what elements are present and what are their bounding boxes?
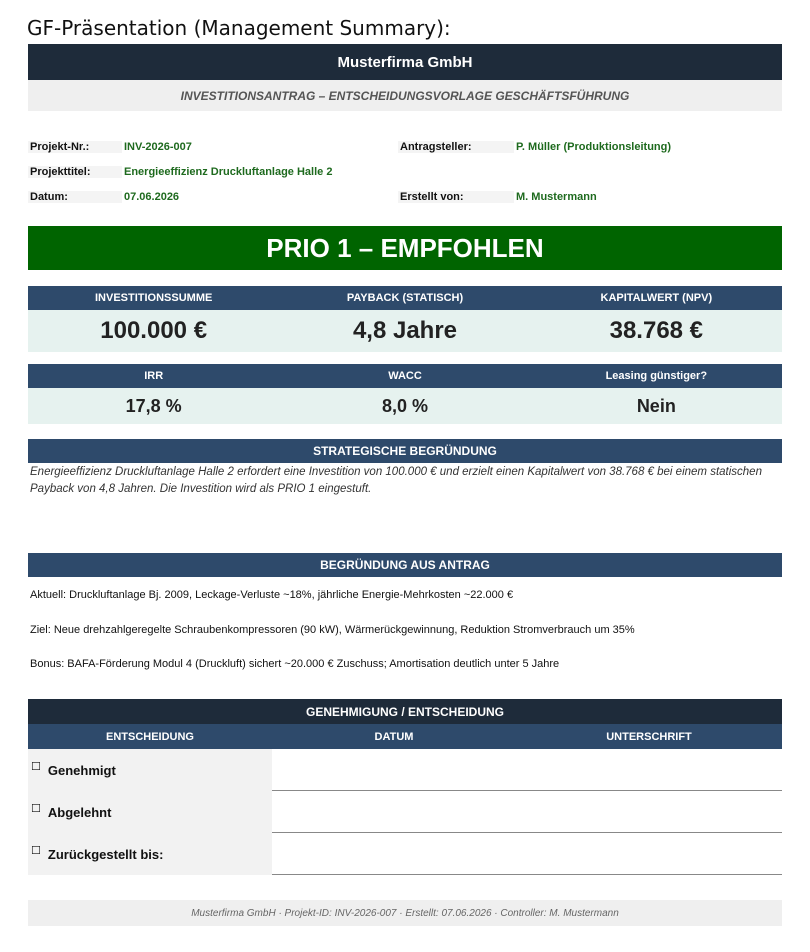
approval-row-approved [28, 749, 782, 791]
meta-value: Energieeffizienz Druckluftanlage Halle 2 [124, 166, 333, 178]
kpi-label: IRR [144, 370, 164, 382]
kpi-label: WACC [388, 370, 422, 382]
meta-label: Erstellt von: [398, 191, 514, 203]
company-header: Musterfirma GmbH [28, 44, 782, 80]
meta-created-by [398, 186, 597, 208]
page-title: GF-Präsentation (Management Summary): [27, 16, 451, 40]
signature-field[interactable] [272, 749, 782, 791]
signature-field[interactable] [272, 791, 782, 833]
meta-project-no [28, 136, 192, 158]
checkbox-approved[interactable]: ☐ [31, 759, 41, 773]
footer: Musterfirma GmbH · Projekt-ID: INV-2026-007 · Erstellt: 07.06.2026 · Controller: M. Mustermann [28, 900, 782, 926]
approval-columns [28, 724, 782, 749]
meta-label: Projekttitel: [28, 166, 122, 178]
checkbox-deferred[interactable]: ☐ [31, 843, 41, 857]
reasoning-heading: BEGRÜNDUNG AUS ANTRAG [28, 553, 782, 577]
kpi-header-row [28, 364, 782, 388]
kpi-value-wacc: 8,0 % [381, 395, 428, 416]
approval-row-deferred [28, 833, 782, 875]
kpi-value-row [28, 310, 782, 352]
meta-label: Datum: [28, 191, 122, 203]
approval-heading: GENEHMIGUNG / ENTSCHEIDUNG [28, 699, 782, 724]
kpi-header-row [28, 286, 782, 310]
strategy-text: Energieeffizienz Druckluftanlage Halle 2 erfordert eine Investition von 100.000 € und erzielt einen Kapitalwert von 38.768 € bei einem statischen Payback von 4,8 Jahren. Die Investition wird als PRIO 1 eingestuft. [30, 466, 762, 495]
kpi-value-row [28, 388, 782, 424]
kpi-label: INVESTITIONSSUMME [94, 292, 213, 304]
option-label: Zurückgestellt bis: [47, 846, 164, 862]
option-label: Abgelehnt [47, 804, 112, 820]
document-subtitle: INVESTITIONSANTRAG – ENTSCHEIDUNGSVORLAGE GESCHÄFTSFÜHRUNG [28, 80, 782, 111]
reasoning-line: Bonus: BAFA-Förderung Modul 4 (Druckluft) sichert ~20.000 € Zuschuss; Amortisation deutlich unter 5 Jahre [30, 658, 560, 670]
meta-applicant [398, 136, 671, 158]
meta-label: Antragsteller: [398, 141, 514, 153]
kpi-label: KAPITALWERT (NPV) [600, 292, 713, 304]
meta-label: Projekt-Nr.: [28, 141, 122, 153]
column-date: DATUM [374, 730, 414, 743]
signature-field[interactable] [272, 833, 782, 875]
kpi-label: Leasing günstiger? [605, 370, 708, 382]
column-signature: UNTERSCHRIFT [606, 730, 692, 743]
kpi-value-payback: 4,8 Jahre [352, 317, 458, 344]
kpi-label: PAYBACK (STATISCH) [346, 292, 464, 304]
kpi-value-investment: 100.000 € [100, 317, 208, 344]
reasoning-line: Aktuell: Druckluftanlage Bj. 2009, Leckage-Verluste ~18%, jährliche Energie-Mehrkosten ~22.000 € [30, 589, 514, 601]
priority-banner: PRIO 1 – EMPFOHLEN [28, 226, 782, 270]
kpi-value-leasing: Nein [636, 395, 676, 416]
meta-value: INV-2026-007 [124, 141, 192, 153]
option-label: Genehmigt [47, 762, 116, 778]
meta-value: M. Mustermann [516, 191, 597, 203]
meta-project-title [28, 161, 332, 183]
strategy-heading: STRATEGISCHE BEGRÜNDUNG [28, 439, 782, 463]
checkbox-rejected[interactable]: ☐ [31, 801, 41, 815]
meta-value: 07.06.2026 [124, 191, 180, 203]
meta-value: P. Müller (Produktionsleitung) [516, 141, 672, 153]
meta-date [28, 186, 179, 208]
reasoning-line: Ziel: Neue drehzahlgeregelte Schraubenkompressoren (90 kW), Wärmerückgewinnung, Reduktion Stromverbrauch um 35% [30, 624, 635, 636]
kpi-value-irr: 17,8 % [125, 395, 182, 416]
column-decision: ENTSCHEIDUNG [105, 730, 194, 743]
kpi-value-npv: 38.768 € [609, 317, 704, 344]
approval-row-rejected [28, 791, 782, 833]
